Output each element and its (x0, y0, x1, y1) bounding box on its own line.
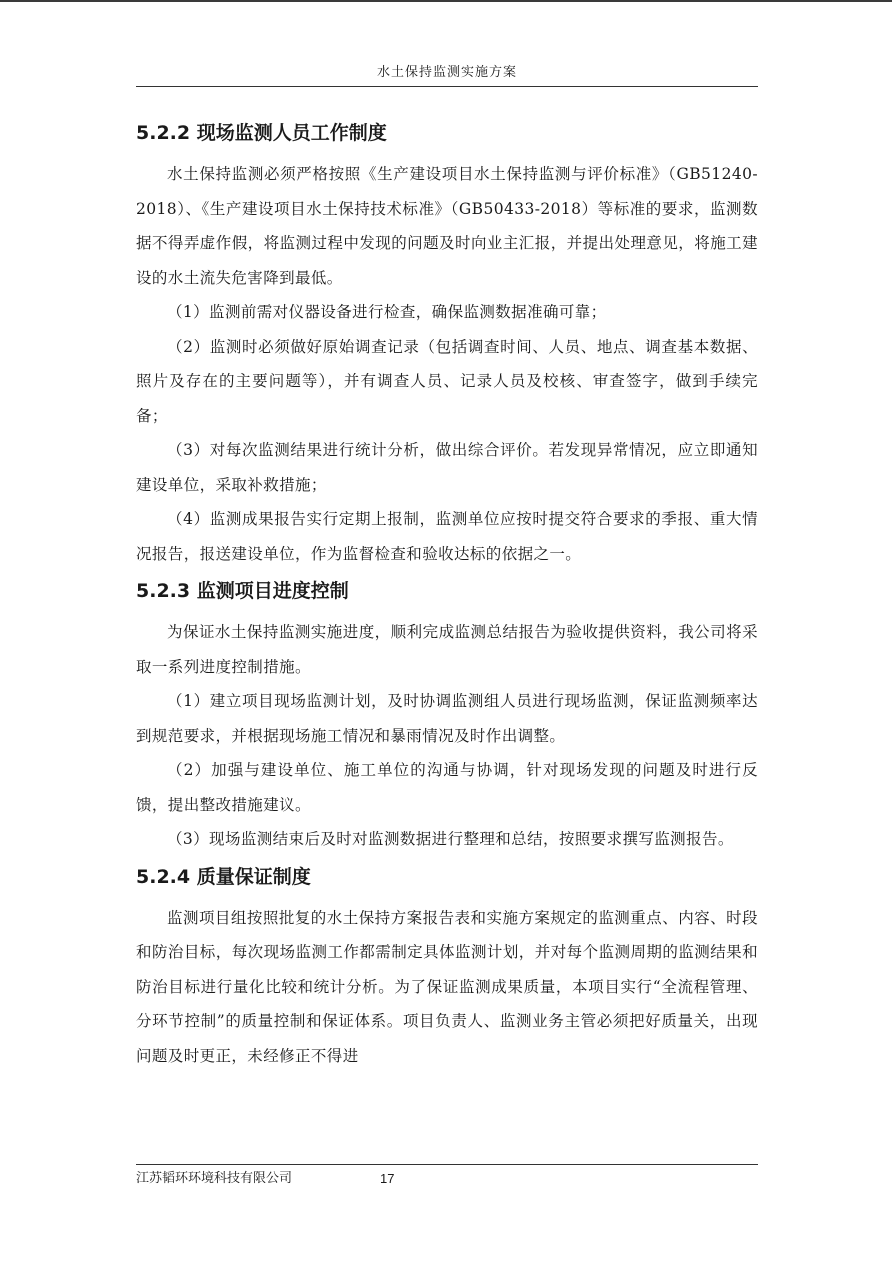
page-number: 17 (380, 1171, 395, 1186)
section-heading-5-2-3: 5.2.3 监测项目进度控制 (136, 580, 349, 602)
document-body (136, 113, 758, 1073)
header-title: 水土保持监测实施方案 (376, 65, 517, 80)
page-header (136, 60, 758, 87)
section-heading-5-2-2: 5.2.2 现场监测人员工作制度 (136, 122, 387, 144)
page-footer (136, 1164, 758, 1193)
paragraph: 监测项目组按照批复的水土保持方案报告表和实施方案规定的监测重点、内容、时段和防治目标，每次现场监测工作都需制定具体监测计划，并对每个监测周期的监测结果和防治目标进行量化比较和统计分析。为了保证监测成果质量，本项目实行“全流程管理、分环节控制”的质量控制和保证体系。项目负责人、监测业务主管必须把好质量关，出现问题及时更正，未经修正不得进 (136, 908, 758, 1065)
paragraph: （1）建立项目现场监测计划，及时协调监测组人员进行现场监测，保证监测频率达到规范要求，并根据现场施工情况和暴雨情况及时作出调整。 (136, 692, 758, 745)
paragraph: （4）监测成果报告实行定期上报制，监测单位应按时提交符合要求的季报、重大情况报告，报送建设单位，作为监督检查和验收达标的依据之一。 (136, 510, 758, 563)
paragraph: 为保证水土保持监测实施进度，顺利完成监测总结报告为验收提供资料，我公司将采取一系列进度控制措施。 (136, 623, 758, 676)
paragraph: （3）对每次监测结果进行统计分析，做出综合评价。若发现异常情况，应立即通知建设单位，采取补救措施； (136, 441, 758, 494)
paragraph: （2）监测时必须做好原始调查记录（包括调查时间、人员、地点、调查基本数据、照片及存在的主要问题等），并有调查人员、记录人员及校核、审查签字，做到手续完备； (136, 337, 758, 425)
paragraph: （3）现场监测结束后及时对监测数据进行整理和总结，按照要求撰写监测报告。 (167, 830, 734, 848)
paragraph: 水土保持监测必须严格按照《生产建设项目水土保持监测与评价标准》（GB51240-2018）、《生产建设项目水土保持技术标准》（GB50433-2018）等标准的要求，监测数据不得弄虚作假，将监测过程中发现的问题及时向业主汇报，并提出处理意见，将施工建设的水土流失危害降到最低。 (136, 165, 758, 287)
section-heading-5-2-4: 5.2.4 质量保证制度 (136, 865, 311, 888)
paragraph: （2）加强与建设单位、施工单位的沟通与协调，针对现场发现的问题及时进行反馈，提出整改措施建议。 (136, 761, 758, 814)
page-top-edge (0, 0, 892, 2)
footer-company-name: 江苏韬环环境科技有限公司 (136, 1171, 293, 1186)
paragraph: （1）监测前需对仪器设备进行检查，确保监测数据准确可靠； (167, 303, 607, 321)
